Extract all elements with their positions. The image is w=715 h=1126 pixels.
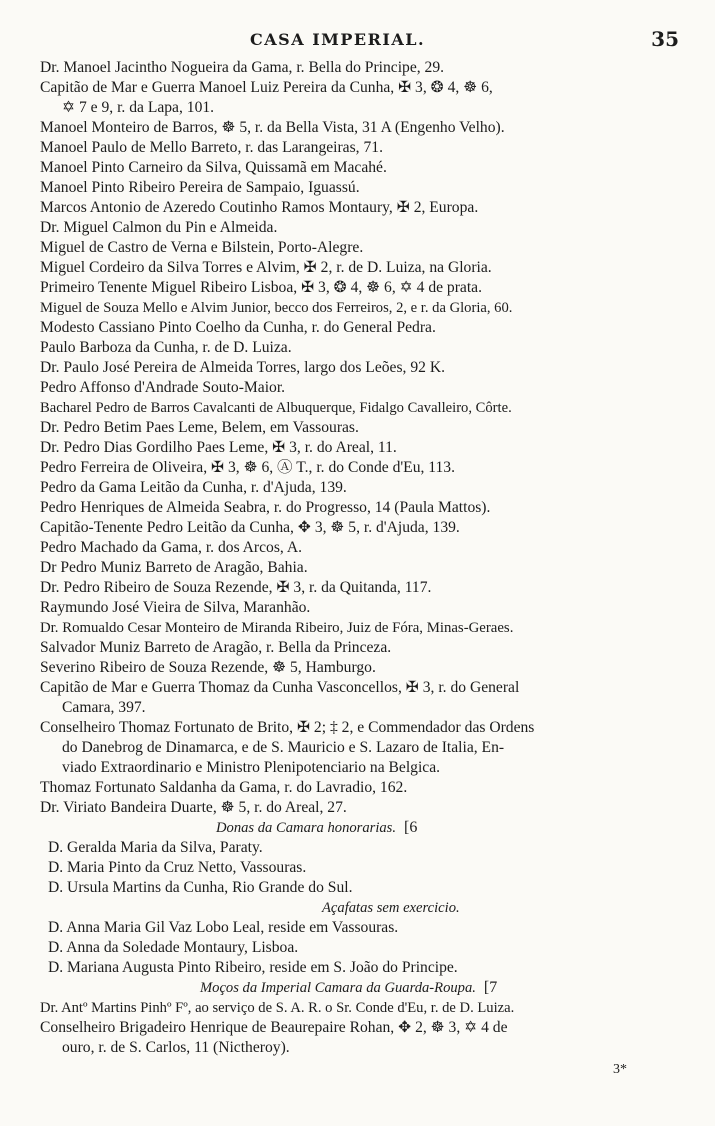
entry-line: Dr. Paulo José Pereira de Almeida Torres, largo dos Leões, 92 K. xyxy=(40,359,445,376)
entry-line: Manoel Monteiro de Barros, ☸ 5, r. da Bella Vista, 31 A (Engenho Velho). xyxy=(40,119,505,136)
list-item: Dr. Antº Martins Pinhº Fº, ao serviço de S. A. R. o Sr. Conde d'Eu, r. de D. Luiza. xyxy=(40,1000,515,1016)
entry-line: Miguel de Castro de Verna e Bilstein, Porto-Alegre. xyxy=(40,239,364,256)
entry-line: Pedro da Gama Leitão da Cunha, r. d'Ajuda, 139. xyxy=(40,479,347,496)
section-heading-mocos xyxy=(40,978,680,998)
entry-line: Modesto Cassiano Pinto Coelho da Cunha, r. do General Pedra. xyxy=(40,319,436,336)
section-count-note: [7 xyxy=(483,979,498,996)
entry-line: Dr. Pedro Dias Gordilho Paes Leme, ✠ 3, r. do Areal, 11. xyxy=(40,439,397,456)
entry-line: Capitão de Mar e Guerra Manoel Luiz Pereira da Cunha, ✠ 3, ❂ 4, ☸ 6, xyxy=(40,79,493,96)
entry-line: Severino Ribeiro de Souza Rezende, ☸ 5, Hamburgo. xyxy=(40,659,376,676)
entry-line: Miguel Cordeiro da Silva Torres e Alvim, ✠ 2, r. de D. Luiza, na Gloria. xyxy=(40,259,492,276)
list-item: D. Geralda Maria da Silva, Paraty. xyxy=(48,839,263,856)
entry-line: Dr. Pedro Betim Paes Leme, Belem, em Vassouras. xyxy=(40,419,359,436)
entry-line: Thomaz Fortunato Saldanha da Gama, r. do Lavradio, 162. xyxy=(40,779,408,796)
entry-line: Marcos Antonio de Azeredo Coutinho Ramos Montaury, ✠ 2, Europa. xyxy=(40,199,479,216)
entry-line-continued: do Danebrog de Dinamarca, e de S. Mauricio e S. Lazaro de Italia, En- xyxy=(62,739,505,756)
entry-line: Capitão-Tenente Pedro Leitão da Cunha, ✥ 3, ☸ 5, r. d'Ajuda, 139. xyxy=(40,519,460,536)
section-heading-text: Açafatas sem exercicio. xyxy=(322,900,460,916)
page-body xyxy=(40,58,680,1058)
printer-signature-mark: 3* xyxy=(613,1062,627,1077)
entry-line: Paulo Barboza da Cunha, r. de D. Luiza. xyxy=(40,339,292,356)
entry-line: Miguel de Souza Mello e Alvim Junior, becco dos Ferreiros, 2, e r. da Gloria, 60. xyxy=(40,300,513,316)
entry-line: Dr. Romualdo Cesar Monteiro de Miranda Ribeiro, Juiz de Fóra, Minas-Geraes. xyxy=(40,620,514,636)
list-item: D. Mariana Augusta Pinto Ribeiro, reside em S. João do Principe. xyxy=(48,959,458,976)
entry-line: Pedro Ferreira de Oliveira, ✠ 3, ☸ 6, Ⓐ T., r. do Conde d'Eu, 113. xyxy=(40,459,455,476)
section-heading-acafatas xyxy=(40,898,680,918)
section-count-note: [6 xyxy=(404,819,418,836)
section-heading-text: Donas da Camara honorarias. xyxy=(216,820,397,836)
entry-line: Dr. Viriato Bandeira Duarte, ☸ 5, r. do Areal, 27. xyxy=(40,799,347,816)
section-heading-text: Moços da Imperial Camara da Guarda-Roupa. xyxy=(200,980,476,996)
entry-line: Dr. Pedro Ribeiro de Souza Rezende, ✠ 3, r. da Quitanda, 117. xyxy=(40,579,432,596)
entry-line: Dr. Miguel Calmon du Pin e Almeida. xyxy=(40,219,278,236)
entry-line: Dr Pedro Muniz Barreto de Aragão, Bahia. xyxy=(40,559,308,576)
entry-line: Manoel Pinto Ribeiro Pereira de Sampaio, Iguassú. xyxy=(40,179,360,196)
entry-line-continued: ✡ 7 e 9, r. da Lapa, 101. xyxy=(62,99,215,116)
list-item: D. Anna Maria Gil Vaz Lobo Leal, reside em Vassouras. xyxy=(48,919,399,936)
list-item: D. Anna da Soledade Montaury, Lisboa. xyxy=(48,939,299,956)
entry-line: Salvador Muniz Barreto de Aragão, r. Bella da Princeza. xyxy=(40,639,392,656)
entry-line-continued: viado Extraordinario e Ministro Plenipotenciario na Belgica. xyxy=(62,759,441,776)
entry-line: Conselheiro Thomaz Fortunato de Brito, ✠ 2; ‡ 2, e Commendador das Ordens xyxy=(40,719,535,736)
running-title: CASA IMPERIAL. xyxy=(250,30,426,49)
list-item: Conselheiro Brigadeiro Henrique de Beaurepaire Rohan, ✥ 2, ☸ 3, ✡ 4 de xyxy=(40,1019,508,1036)
entry-line: Manoel Pinto Carneiro da Silva, Quissamã em Macahé. xyxy=(40,159,387,176)
entry-line: Capitão de Mar e Guerra Thomaz da Cunha Vasconcellos, ✠ 3, r. do General xyxy=(40,679,520,696)
entry-line: Manoel Paulo de Mello Barreto, r. das Larangeiras, 71. xyxy=(40,139,383,156)
list-item: D. Ursula Martins da Cunha, Rio Grande do Sul. xyxy=(48,879,353,896)
section-heading-donas xyxy=(40,818,680,838)
list-item-continued: ouro, r. de S. Carlos, 11 (Nictheroy). xyxy=(62,1039,290,1056)
page-header xyxy=(0,27,715,56)
entry-line: Pedro Henriques de Almeida Seabra, r. do Progresso, 14 (Paula Mattos). xyxy=(40,499,491,516)
list-item: D. Maria Pinto da Cruz Netto, Vassouras. xyxy=(48,859,307,876)
entry-line: Bacharel Pedro de Barros Cavalcanti de Albuquerque, Fidalgo Cavalleiro, Côrte. xyxy=(40,400,512,416)
entry-line: Pedro Machado da Gama, r. dos Arcos, A. xyxy=(40,539,303,556)
entry-line: Raymundo José Vieira de Silva, Maranhão. xyxy=(40,599,311,616)
entry-line: Primeiro Tenente Miguel Ribeiro Lisboa, ✠ 3, ❂ 4, ☸ 6, ✡ 4 de prata. xyxy=(40,279,482,296)
entry-line: Dr. Manoel Jacintho Nogueira da Gama, r. Bella do Principe, 29. xyxy=(40,59,445,76)
entry-line: Pedro Affonso d'Andrade Souto-Maior. xyxy=(40,379,286,396)
page-number: 35 xyxy=(651,27,679,51)
entry-line-continued: Camara, 397. xyxy=(62,699,146,716)
